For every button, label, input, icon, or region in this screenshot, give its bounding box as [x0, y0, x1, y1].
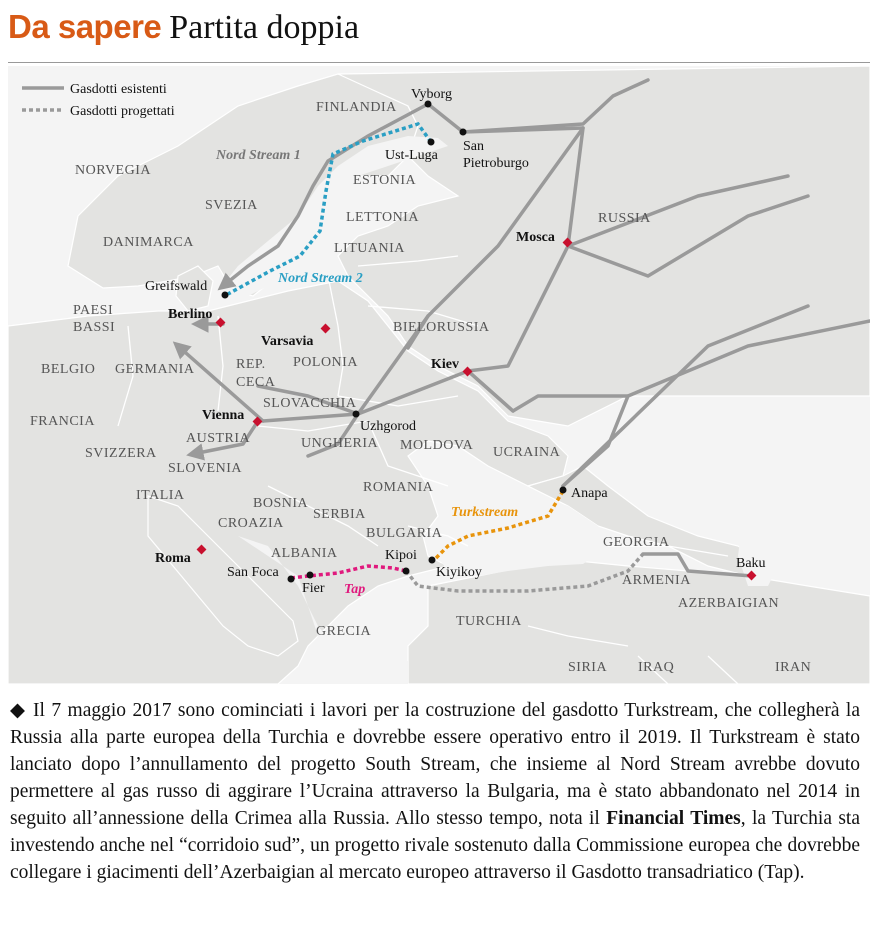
country-francia: FRANCIA — [30, 414, 95, 429]
country-estonia: ESTONIA — [353, 173, 417, 188]
dot-san-pietroburgo — [460, 129, 467, 136]
country-slovacchia: SLOVACCHIA — [263, 396, 357, 411]
country-ceca: CECA — [236, 375, 276, 390]
country-norvegia: NORVEGIA — [75, 163, 151, 178]
country-polonia: POLONIA — [293, 355, 358, 370]
dot-kipoi — [403, 568, 410, 575]
caption-diamond-icon: ◆ — [10, 700, 27, 721]
country-albania: ALBANIA — [271, 546, 338, 561]
dot-fier — [307, 572, 314, 579]
dot-anapa — [560, 487, 567, 494]
country-bielorussia: BIELORUSSIA — [393, 320, 490, 335]
dot-kiyikoy — [429, 557, 436, 564]
dot-uzhgorod — [353, 411, 360, 418]
dot-san-foca — [288, 576, 295, 583]
dot-ust-luga — [428, 139, 435, 146]
city-anapa: Anapa — [571, 486, 608, 501]
city-fier: Fier — [302, 581, 325, 596]
city-ust-luga: Ust-Luga — [385, 148, 438, 163]
city-roma: Roma — [155, 551, 191, 566]
city-baku: Baku — [736, 556, 766, 571]
country-romania: ROMANIA — [363, 480, 434, 495]
country-svezia: SVEZIA — [205, 198, 258, 213]
country-ucraina: UCRAINA — [493, 445, 561, 460]
country-russia: RUSSIA — [598, 211, 651, 226]
city-kipoi: Kipoi — [385, 548, 417, 563]
turkstream-label: Turkstream — [451, 505, 519, 520]
city-san: San — [463, 139, 484, 154]
country-turchia: TURCHIA — [456, 614, 522, 629]
country-iraq: IRAQ — [638, 660, 675, 675]
country-croazia: CROAZIA — [218, 516, 284, 531]
country-grecia: GRECIA — [316, 624, 372, 639]
country-lettonia: LETTONIA — [346, 210, 419, 225]
country-bosnia: BOSNIA — [253, 496, 309, 511]
country-belgio: BELGIO — [41, 362, 96, 377]
city-varsavia: Varsavia — [261, 334, 314, 349]
tap-label: Tap — [344, 582, 366, 597]
city-kiyikoy: Kiyikoy — [436, 565, 482, 580]
country-bassi: BASSI — [73, 320, 116, 335]
country-azerbaigian: AZERBAIGIAN — [678, 596, 780, 611]
city-vienna: Vienna — [202, 408, 245, 423]
caption-source: Financial Times — [606, 808, 741, 829]
caption-text-1: Il 7 maggio 2017 sono cominciati i lavori per la costruzione del gasdotto Turkstream, che collegherà la Russia alla parte europea della Turchia e dovrebbe essere operativo entro il 2019. Il Turkstream è stato lanciato dopo l’annullamento del progetto South Stream, che insieme al Nord Stream avrebbe dovuto permettere al gas russo di aggirare l’Ucraina attraverso la Bulgaria, ma è stato abbandonato nel 2014 in seguito all’annessione della Crimea alla Russia. Allo stesso tempo, nota il — [10, 700, 860, 829]
country-serbia: SERBIA — [313, 507, 366, 522]
country-svizzera: SVIZZERA — [85, 446, 157, 461]
caption-text-2: , la Turchia sta investendo anche nel “corridoio sud”, un progetto rivale sostenuto dalla Commissione europea che dovrebbe collegare i giacimenti dell’Azerbaigian al mercato europeo attraverso il Gasdotto transadriatico (Tap). — [10, 808, 860, 883]
country-paesi: PAESI — [73, 303, 114, 318]
country-italia: ITALIA — [136, 488, 185, 503]
city-san-foca: San Foca — [227, 565, 279, 580]
city-berlino: Berlino — [168, 307, 213, 322]
legend-existing-label: Gasdotti esistenti — [70, 82, 167, 97]
country-rep: REP. — [236, 357, 266, 372]
country-danimarca: DANIMARCA — [103, 235, 194, 250]
country-iran: IRAN — [775, 660, 812, 675]
city-uzhgorod: Uzhgorod — [360, 419, 416, 434]
pipeline-map — [8, 66, 870, 684]
city-greifswald: Greifswald — [145, 279, 208, 294]
country-armenia: ARMENIA — [622, 573, 691, 588]
country-finlandia: FINLANDIA — [316, 100, 397, 115]
country-moldova: MOLDOVA — [400, 438, 474, 453]
country-bulgaria: BULGARIA — [366, 526, 443, 541]
country-austria: AUSTRIA — [186, 431, 251, 446]
country-lituania: LITUANIA — [334, 241, 405, 256]
legend-planned-label: Gasdotti progettati — [70, 104, 175, 119]
city-pietroburgo: Pietroburgo — [463, 156, 529, 171]
dot-greifswald — [222, 292, 229, 299]
page-title: Partita doppia — [169, 9, 360, 46]
nord-stream-2-label: Nord Stream 2 — [278, 271, 363, 286]
country-slovenia: SLOVENIA — [168, 461, 242, 476]
header — [8, 8, 870, 56]
nord-stream-1-label: Nord Stream 1 — [216, 148, 301, 163]
country-germania: GERMANIA — [115, 362, 195, 377]
city-vyborg: Vyborg — [411, 87, 452, 102]
caption — [10, 697, 860, 886]
header-rule — [8, 62, 870, 63]
city-mosca: Mosca — [516, 230, 555, 245]
city-kiev: Kiev — [431, 357, 459, 372]
country-siria: SIRIA — [568, 660, 608, 675]
country-georgia: GEORGIA — [603, 535, 670, 550]
country-ungheria: UNGHERIA — [301, 436, 379, 451]
section-tag: Da sapere — [8, 8, 162, 45]
